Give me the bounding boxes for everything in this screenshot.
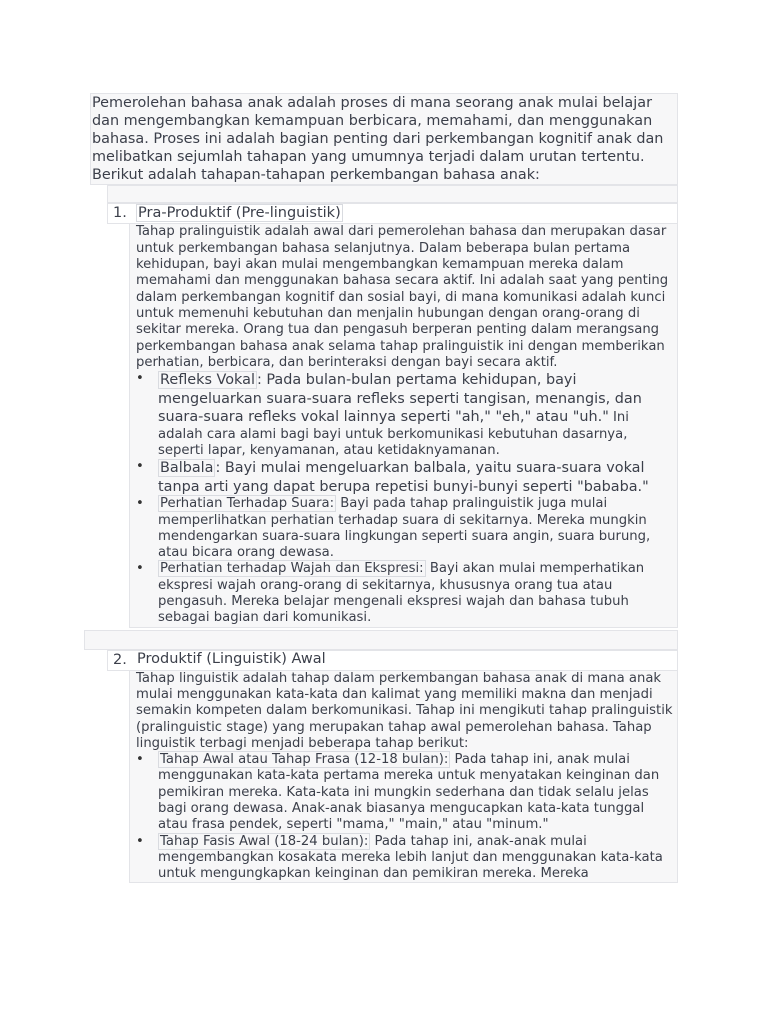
bullet-text: Bayi akan mulai memperhatikan ekspresi wajah orang-orang di sekitarnya, khususnya orang tua atau pengasuh. Mereka belajar mengenali ekspresi wajah dan bahasa tubuh sebagai bagian dari komunikasi.: [158, 561, 645, 626]
list-item: [136, 371, 673, 459]
spacer: [84, 630, 678, 650]
bullet-term: Perhatian terhadap Wajah dan Ekspresi:: [160, 561, 424, 577]
section-title: Produktif (Linguistik) Awal: [137, 650, 326, 667]
bullet-text: Ini adalah cara alami bagi bayi untuk berkomunikasi kebutuhan dasarnya, seperti lapar, kenyamanan, atau ketidaknyamanan.: [158, 410, 629, 458]
bullet-term: Perhatian Terhadap Suara:: [160, 496, 335, 512]
section-number: 1.: [113, 205, 127, 222]
section-number: 2.: [113, 651, 127, 668]
bullet-term: Tahap Awal atau Tahap Frasa (12-18 bulan):: [160, 752, 449, 768]
bullet-text: Pada tahap ini, anak-anak mulai mengembangkan kosakata mereka lebih lanjut dan menggunakan kata-kata untuk mengungkapkan keinginan dan pemikiran mereka. Mereka: [158, 833, 663, 882]
section-heading-1: [107, 203, 678, 224]
bullet-term: Refleks Vokal: [160, 372, 255, 389]
spacer: [107, 185, 678, 203]
section-paragraph: Tahap pralinguistik adalah awal dari pemerolehan bahasa dan merupakan dasar untuk perkembangan bahasa selanjutnya. Dalam beberapa bulan pertama kehidupan, bayi akan mulai mengembangkan kemampuan mereka dalam memahami dan menggunakan bahasa secara aktif. Ini adalah saat yang penting dalam perkembangan kognitif dan sosial bayi, di mana komunikasi adalah kunci untuk memenuhi kebutuhan dan menjalin hubungan dengan orang-orang di sekitar mereka. Orang tua dan pengasuh berperan penting dalam merangsang perkembangan bahasa anak selama tahap pralinguistik ini dengan memberikan perhatian, berbicara, dan berinteraksi dengan bayi secara aktif.: [136, 224, 669, 370]
list-item: [136, 752, 673, 833]
list-item: [136, 459, 673, 496]
bullet-list: [136, 371, 673, 626]
bullet-list: [136, 752, 673, 882]
list-item: [136, 496, 673, 561]
section-title: Pra-Produktif (Pre-linguistik): [138, 205, 341, 222]
list-item: [136, 834, 673, 883]
bullet-term: Balbala: [160, 460, 214, 477]
list-item: [136, 561, 673, 626]
bullet-text: Bayi pada tahap pralinguistik juga mulai memperlihatkan perhatian terhadap suara di sekitarnya. Mereka mungkin mendengarkan suara-suara lingkungan seperti suara angin, suara burung, atau bicara orang dewasa.: [158, 496, 651, 561]
bullet-text-large: : Pada bulan-bulan pertama kehidupan, bayi mengeluarkan suara-suara refleks seperti tangisan, menangis, dan suara-suara refleks vokal lainnya seperti "ah," "eh," atau "uh.": [158, 372, 642, 426]
section-body-2: [129, 671, 678, 884]
bullet-term: Tahap Fasis Awal (18-24 bulan):: [160, 833, 369, 849]
section-body-1: [129, 224, 678, 627]
document: [90, 93, 678, 883]
intro-paragraph: Pemerolehan bahasa anak adalah proses di mana seorang anak mulai belajar dan mengembangkan kemampuan berbicara, memahami, dan menggunakan bahasa. Proses ini adalah bagian penting dari perkembangan kognitif anak dan melibatkan sejumlah tahapan yang umumnya terjadi dalam urutan tertentu. Berikut adalah tahapan-tahapan perkembangan bahasa anak:: [90, 93, 678, 185]
bullet-text: Pada tahap ini, anak mulai menggunakan kata-kata pertama mereka untuk menyatakan keinginan dan pemikiran mereka. Kata-kata ini mungkin sederhana dan tidak selalu jelas bagi orang dewasa. Anak-anak biasanya mengucapkan kata-kata tunggal atau frasa pendek, seperti "mama," "main," atau "minum.": [158, 752, 660, 833]
section-heading-2: [107, 650, 678, 671]
bullet-text-large: : Bayi mulai mengeluarkan balbala, yaitu suara-suara vokal tanpa arti yang dapat berupa repetisi bunyi-bunyi seperti "bababa.": [158, 460, 649, 495]
section-paragraph: Tahap linguistik adalah tahap dalam perkembangan bahasa anak di mana anak mulai menggunakan kata-kata dan kalimat yang memiliki makna dan menjadi semakin kompeten dalam berkomunikasi. Tahap ini mengikuti tahap pralinguistik (pralinguistic stage) yang merupakan tahap awal pemerolehan bahasa. Tahap linguistik terbagi menjadi beberapa tahap berikut:: [136, 670, 673, 751]
